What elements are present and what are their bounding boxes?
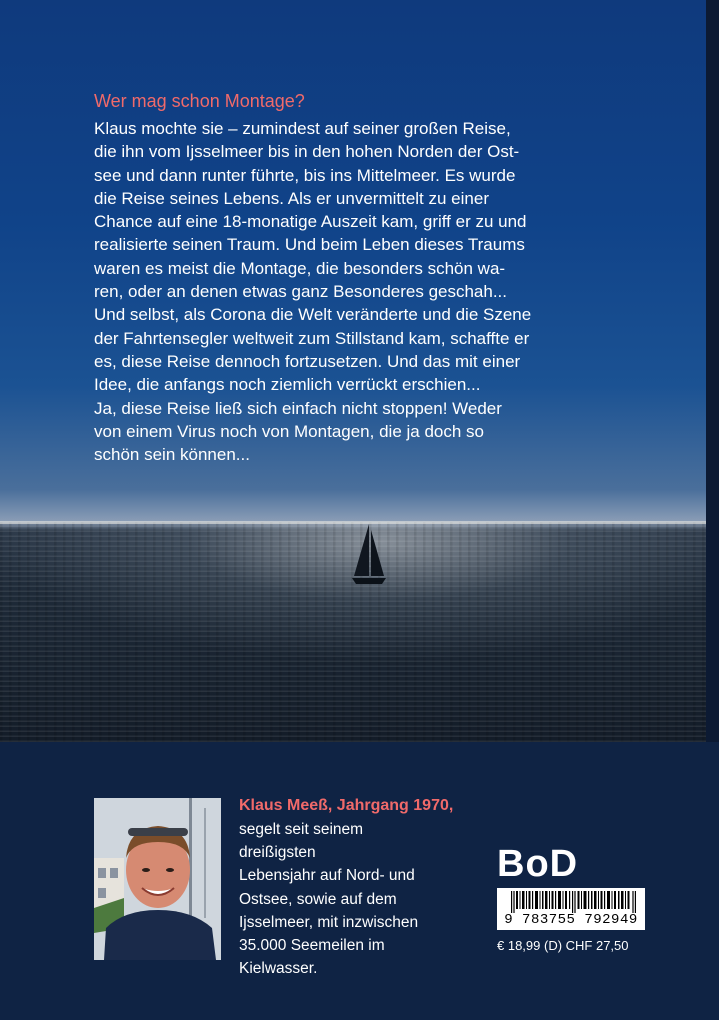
author-bio: segelt seit seinem dreißigsten Lebensjahr auf Nord- und Ostsee, sowie auf dem Ijsselmeer, mit inzwischen 35.000 Seemeilen im Kielwasser. (239, 821, 419, 978)
blurb-heading: Wer mag schon Montage? (94, 91, 305, 111)
blurb-text: Klaus mochte sie – zumindest auf seiner großen Reise, die ihn vom Ijsselmeer bis in den hohen Norden der Ost- see und dann runter führte, bis ins Mittelmeer. Es wurde die Reise seines Lebens. Als er unvermittelt zu einer Chance auf eine 18-monatige Auszeit kam, griff er zu und realisierte seinen Traum. Und beim Leben dieses Traums waren es meist die Montage, die besonders schön wa- ren, oder an denen etwas ganz Besonderes geschah... Und selbst, als Corona die Welt veränderte und die Szene der Fahrtensegler weltweit zum Stillstand kam, schaffte er es, diese Reise dennoch fortzusetzen. Und das mit einer Idee, die anfangs noch ziemlich verrückt erschien... Ja, diese Reise ließ sich einfach nicht stoppen! Weder von einem Virus noch von Montagen, die ja doch so schön sein können... (94, 119, 532, 465)
isbn-number: 9 783755 792949 (504, 912, 638, 928)
spine-edge (706, 0, 719, 742)
sailboat-icon (348, 522, 390, 586)
barcode-icon (511, 891, 639, 913)
publisher-logo: BoD (497, 843, 579, 885)
author-photo (94, 798, 221, 960)
isbn-barcode (497, 888, 645, 930)
price-label: € 18,99 (D) CHF 27,50 (497, 938, 629, 953)
author-name-line: Klaus Meeß, Jahrgang 1970, (239, 797, 454, 814)
author-portrait-image (94, 798, 221, 960)
